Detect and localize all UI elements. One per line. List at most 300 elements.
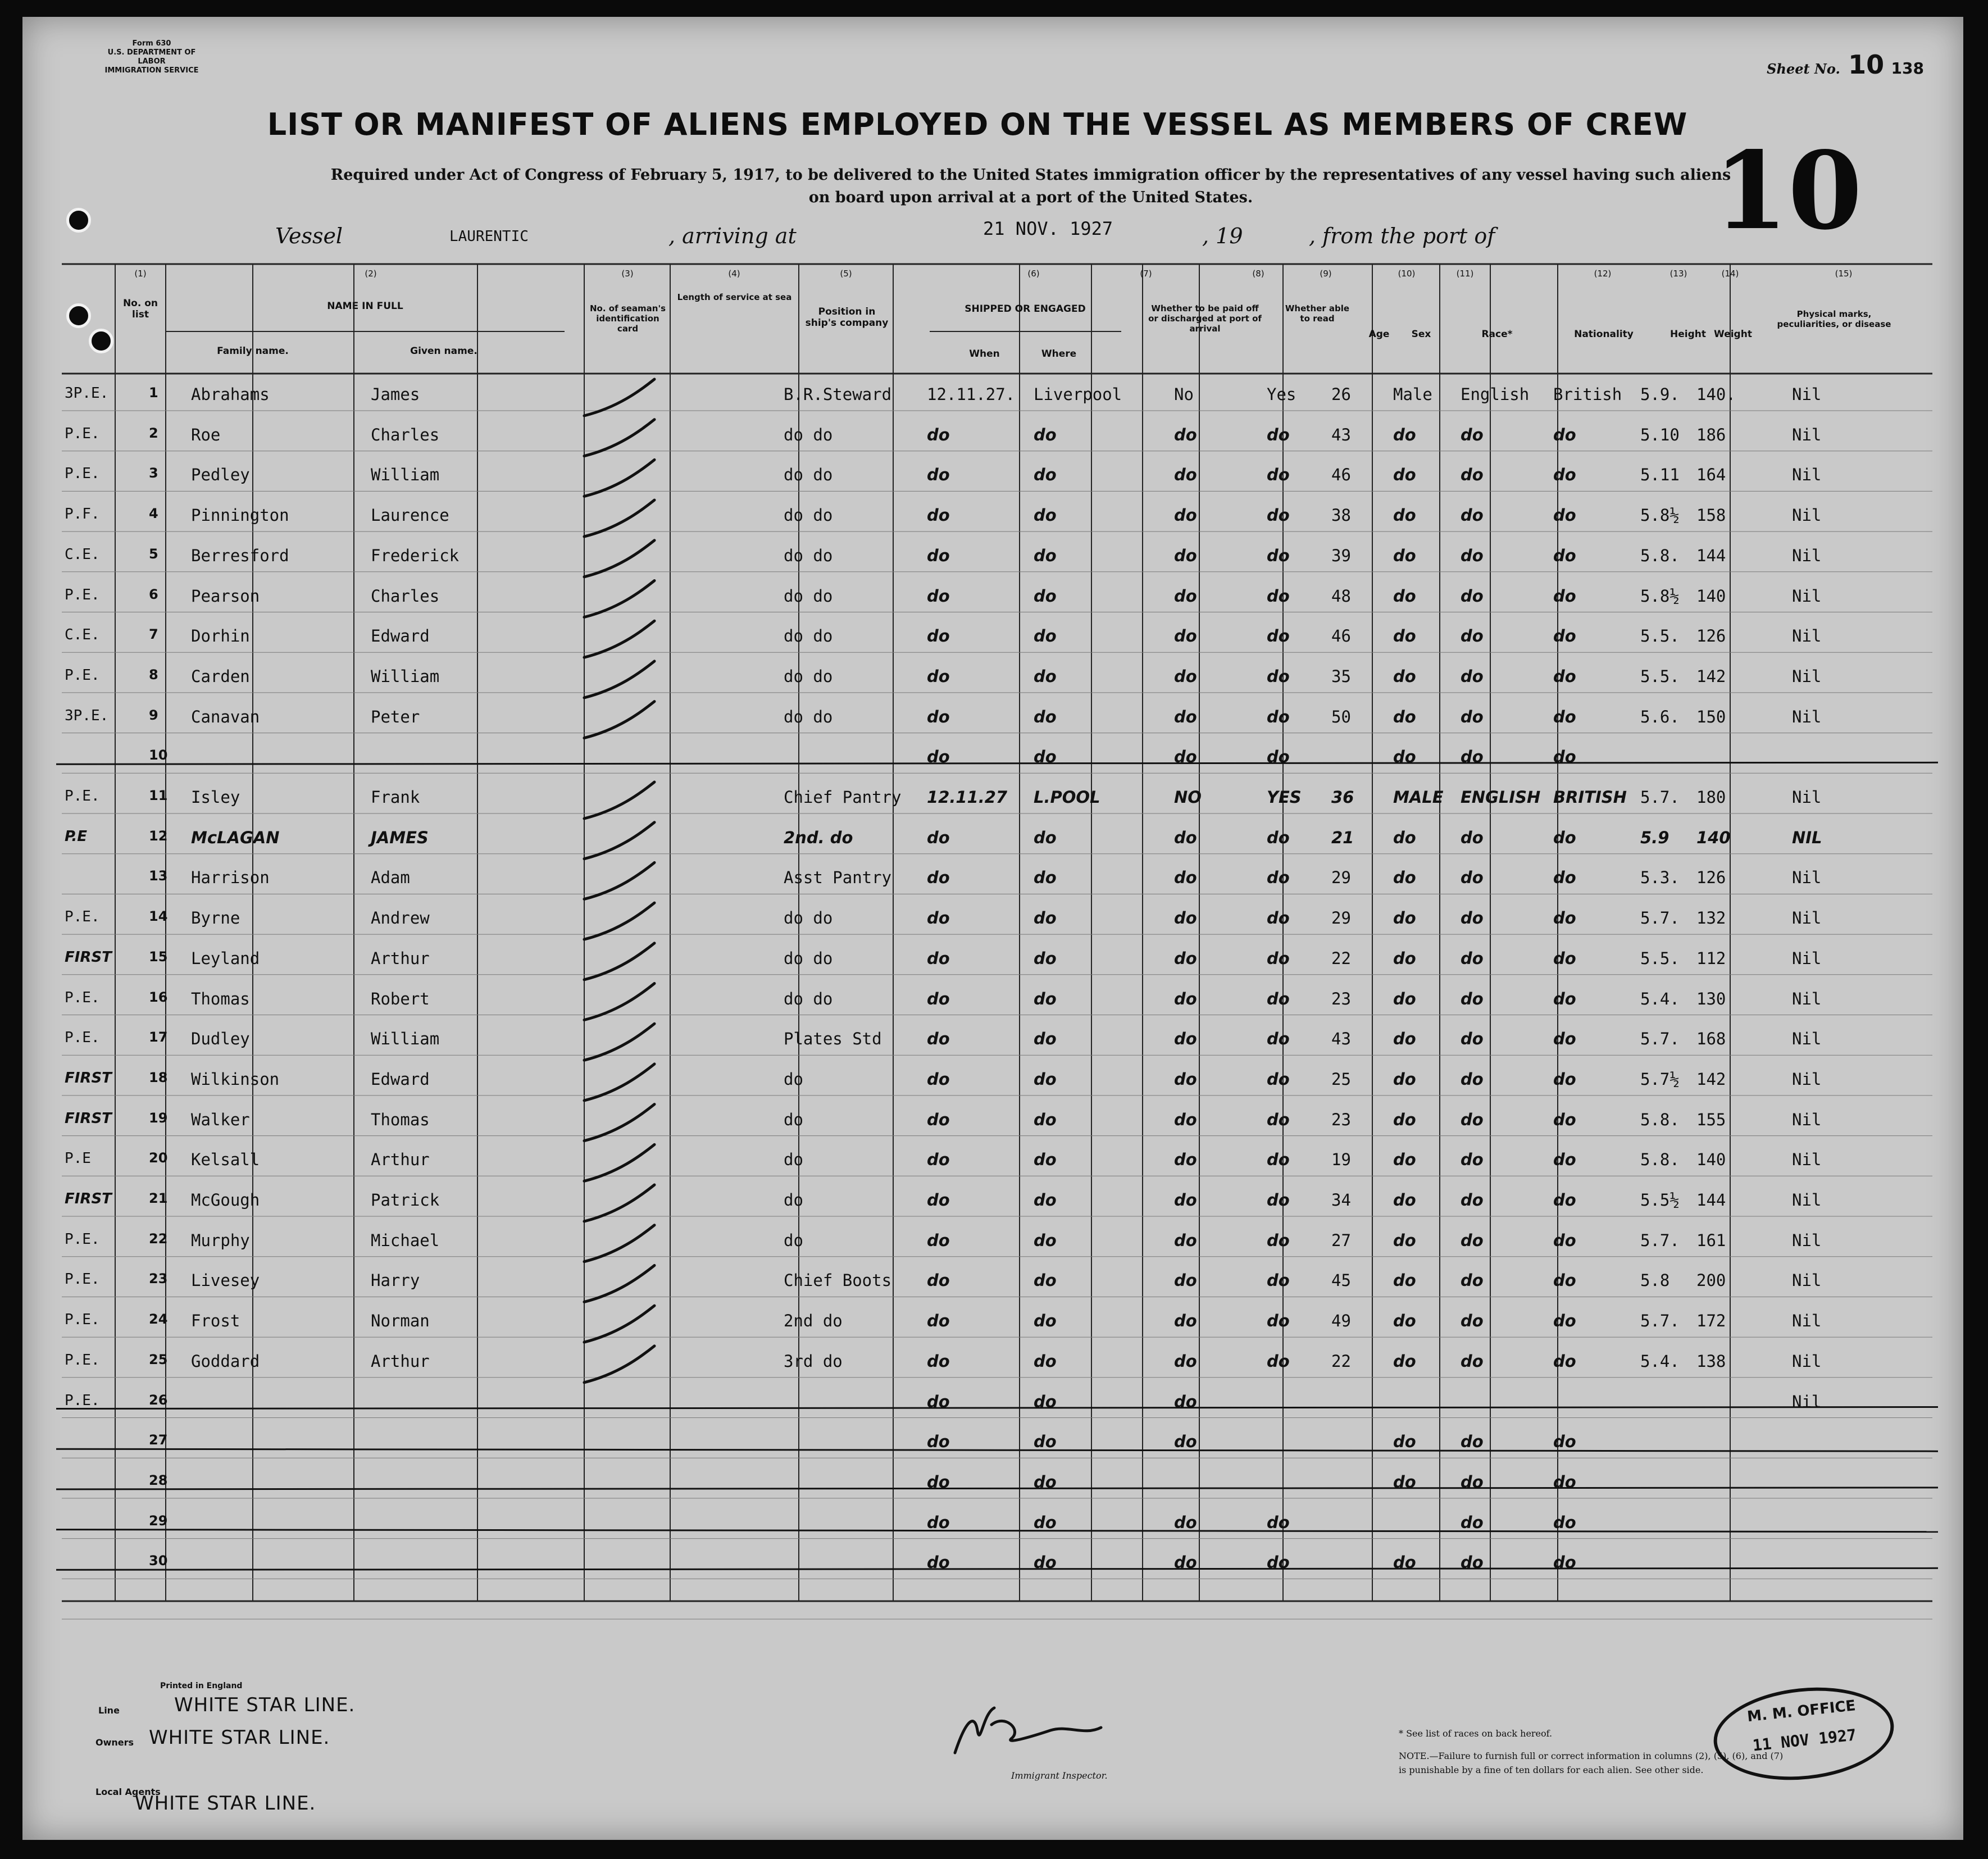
- row-sex: do: [1393, 868, 1416, 888]
- row-paid-off: do: [1174, 465, 1197, 485]
- row-given-name: Arthur: [371, 948, 430, 968]
- row-race: English: [1461, 385, 1530, 404]
- check-mark: [584, 862, 654, 899]
- row-number: 15: [149, 948, 168, 965]
- row-physical-marks: Nil: [1792, 1311, 1822, 1331]
- row-number: 6: [149, 586, 158, 602]
- row-shipped-where: do: [1034, 1351, 1057, 1371]
- row-paid-off: do: [1174, 707, 1197, 726]
- row-age: 23: [1331, 1110, 1351, 1129]
- row-race: ENGLISH: [1461, 788, 1541, 807]
- header-able-read: Whether able to read: [1285, 303, 1350, 324]
- row-position: do do: [784, 989, 833, 1008]
- row-age: 27: [1331, 1230, 1351, 1250]
- row-able-read: do: [1267, 989, 1290, 1008]
- check-mark: [584, 1024, 654, 1060]
- row-shipped-where: do: [1034, 989, 1057, 1008]
- row-able-read: do: [1267, 666, 1290, 686]
- row-race: do: [1461, 1190, 1484, 1210]
- row-sex: Male: [1393, 385, 1432, 404]
- row-shipped-when: do: [927, 1432, 950, 1452]
- grid-line: [56, 1449, 1938, 1451]
- row-number: 28: [149, 1472, 168, 1488]
- row-able-read: do: [1267, 1311, 1290, 1331]
- check-mark: [584, 1105, 654, 1141]
- row-able-read: do: [1267, 1351, 1290, 1371]
- row-shipped-where: do: [1034, 1029, 1057, 1049]
- check-mark: [584, 1346, 654, 1383]
- line-label: Line: [98, 1705, 120, 1716]
- header-paid-off: Whether to be paid off or discharged at port of arrival: [1148, 303, 1262, 334]
- row-given-name: Edward: [371, 626, 430, 646]
- row-family-name: Roe: [191, 425, 221, 444]
- column-number: (9): [1320, 269, 1332, 279]
- row-weight: 126: [1696, 626, 1726, 646]
- header-id-card: No. of seaman's identification card: [589, 303, 666, 334]
- check-mark: [584, 460, 654, 496]
- row-paid-off: do: [1174, 1311, 1197, 1331]
- row-physical-marks: Nil: [1792, 1110, 1822, 1129]
- row-paid-off: do: [1174, 1150, 1197, 1170]
- row-height: 5.7.: [1640, 1029, 1680, 1049]
- row-sex: do: [1393, 1029, 1416, 1049]
- row-family-name: Pedley: [191, 465, 250, 485]
- row-family-name: Isley: [191, 788, 240, 807]
- row-position: do: [784, 1069, 803, 1089]
- row-family-name: Wilkinson: [191, 1069, 280, 1089]
- header-no-on-list: No. on list: [122, 298, 158, 320]
- check-mark: [584, 822, 654, 859]
- row-mark: P.E.: [65, 1029, 100, 1047]
- row-given-name: Arthur: [371, 1150, 430, 1170]
- row-nationality: do: [1553, 1029, 1576, 1049]
- check-mark: [584, 379, 654, 416]
- row-family-name: Leyland: [191, 948, 260, 968]
- row-race: do: [1461, 908, 1484, 928]
- row-shipped-when: do: [927, 1230, 950, 1250]
- row-number: 29: [149, 1512, 168, 1529]
- row-shipped-when: do: [927, 1392, 950, 1411]
- row-sex: do: [1393, 425, 1416, 444]
- row-paid-off: do: [1174, 989, 1197, 1008]
- row-family-name: Kelsall: [191, 1150, 260, 1170]
- row-position: do do: [784, 626, 833, 646]
- row-position: do do: [784, 506, 833, 525]
- row-shipped-where: do: [1034, 1472, 1057, 1492]
- row-nationality: do: [1553, 586, 1576, 606]
- row-mark: P.E.: [65, 465, 100, 483]
- row-height: 5.3.: [1640, 868, 1680, 888]
- row-able-read: do: [1267, 626, 1290, 646]
- row-physical-marks: Nil: [1792, 908, 1822, 928]
- row-mark: P.E.: [65, 586, 100, 603]
- row-weight: 186: [1696, 425, 1726, 444]
- row-physical-marks: Nil: [1792, 1351, 1822, 1371]
- row-shipped-when: do: [927, 707, 950, 726]
- row-position: do: [784, 1230, 803, 1250]
- row-weight: 144: [1696, 546, 1726, 565]
- row-nationality: do: [1553, 506, 1576, 525]
- row-age: 21: [1331, 828, 1354, 847]
- row-number: 11: [149, 788, 168, 803]
- line-value: WHITE STAR LINE.: [174, 1694, 356, 1716]
- row-shipped-when: do: [927, 425, 950, 444]
- row-position: do: [784, 1150, 803, 1170]
- row-number: 2: [149, 425, 158, 441]
- row-shipped-when: do: [927, 1190, 950, 1210]
- grid-line: [56, 1407, 1938, 1409]
- table-grid: [22, 17, 1963, 1840]
- row-able-read: do: [1267, 586, 1290, 606]
- header-given-name: Given name.: [410, 346, 477, 357]
- row-race: do: [1461, 1150, 1484, 1170]
- row-physical-marks: Nil: [1792, 788, 1822, 807]
- row-paid-off: do: [1174, 1110, 1197, 1129]
- row-weight: 144: [1696, 1190, 1726, 1210]
- row-age: 38: [1331, 506, 1351, 525]
- row-position: do do: [784, 666, 833, 686]
- row-height: 5.11: [1640, 465, 1680, 485]
- row-able-read: do: [1267, 1029, 1290, 1049]
- row-race: do: [1461, 1472, 1484, 1492]
- row-mark: FIRST: [65, 948, 112, 966]
- row-mark: P.E.: [65, 1351, 100, 1369]
- row-race: do: [1461, 1351, 1484, 1371]
- row-paid-off: No: [1174, 385, 1194, 404]
- row-race: do: [1461, 666, 1484, 686]
- row-given-name: Edward: [371, 1069, 430, 1089]
- column-number: (5): [840, 269, 852, 279]
- row-nationality: do: [1553, 626, 1576, 646]
- row-weight: 140.: [1696, 385, 1736, 404]
- row-mark: P.E: [65, 1150, 91, 1167]
- row-given-name: Norman: [371, 1311, 430, 1331]
- row-paid-off: do: [1174, 1432, 1197, 1452]
- row-family-name: Dudley: [191, 1029, 250, 1049]
- column-number: (2): [365, 269, 377, 279]
- row-shipped-where: do: [1034, 707, 1057, 726]
- row-paid-off: do: [1174, 1029, 1197, 1049]
- header-sex: Sex: [1411, 329, 1431, 340]
- row-number: 23: [149, 1271, 168, 1287]
- row-able-read: do: [1267, 1230, 1290, 1250]
- row-nationality: do: [1553, 1150, 1576, 1170]
- row-position: Chief Pantry: [784, 788, 902, 807]
- row-number: 10: [149, 747, 168, 763]
- row-race: do: [1461, 1432, 1484, 1452]
- row-shipped-where: do: [1034, 626, 1057, 646]
- row-given-name: JAMES: [371, 828, 429, 847]
- row-paid-off: do: [1174, 546, 1197, 565]
- row-family-name: Walker: [191, 1110, 250, 1129]
- row-physical-marks: Nil: [1792, 425, 1822, 444]
- row-nationality: BRITISH: [1553, 788, 1627, 807]
- row-weight: 180: [1696, 788, 1726, 807]
- column-number: (7): [1140, 269, 1152, 279]
- row-given-name: Thomas: [371, 1110, 430, 1129]
- sheet-number-handwritten: 10: [1848, 49, 1885, 80]
- row-shipped-where: do: [1034, 948, 1057, 968]
- row-nationality: British: [1553, 385, 1622, 404]
- row-race: do: [1461, 747, 1484, 767]
- row-mark: P.E.: [65, 908, 100, 926]
- row-sex: do: [1393, 1271, 1416, 1290]
- row-height: 5.7.: [1640, 788, 1680, 807]
- row-age: 36: [1331, 788, 1354, 807]
- row-given-name: William: [371, 666, 440, 686]
- row-mark: P.E: [65, 828, 87, 845]
- row-shipped-when: do: [927, 1472, 950, 1492]
- row-paid-off: do: [1174, 626, 1197, 646]
- row-height: 5.5½: [1640, 1190, 1680, 1210]
- row-weight: 140: [1696, 828, 1731, 847]
- row-height: 5.4.: [1640, 989, 1680, 1008]
- row-race: do: [1461, 828, 1484, 847]
- row-position: do do: [784, 465, 833, 485]
- row-physical-marks: Nil: [1792, 465, 1822, 485]
- row-race: do: [1461, 1230, 1484, 1250]
- row-race: do: [1461, 868, 1484, 888]
- row-shipped-where: do: [1034, 1069, 1057, 1089]
- row-paid-off: do: [1174, 948, 1197, 968]
- row-shipped-where: do: [1034, 1432, 1057, 1452]
- subtitle-line-2: on board upon arrival at a port of the United States.: [808, 189, 1253, 206]
- row-nationality: do: [1553, 465, 1576, 485]
- row-weight: 126: [1696, 868, 1726, 888]
- row-height: 5.5.: [1640, 666, 1680, 686]
- row-able-read: do: [1267, 908, 1290, 928]
- row-number: 19: [149, 1110, 168, 1126]
- row-height: 5.5.: [1640, 626, 1680, 646]
- row-shipped-where: do: [1034, 1230, 1057, 1250]
- header-shipped: SHIPPED OR ENGAGED: [965, 303, 1086, 315]
- row-paid-off: do: [1174, 586, 1197, 606]
- row-family-name: Pearson: [191, 586, 260, 606]
- row-paid-off: do: [1174, 1230, 1197, 1250]
- row-race: do: [1461, 1271, 1484, 1290]
- row-mark: C.E.: [65, 546, 100, 563]
- row-paid-off: do: [1174, 868, 1197, 888]
- row-height: 5.10: [1640, 425, 1680, 444]
- row-race: do: [1461, 546, 1484, 565]
- printed-in-label: Printed in England: [160, 1681, 243, 1690]
- row-shipped-when: do: [927, 828, 950, 847]
- row-position: 2nd do: [784, 1311, 843, 1331]
- row-number: 22: [149, 1230, 168, 1247]
- row-sex: do: [1393, 1110, 1416, 1129]
- row-sex: do: [1393, 1069, 1416, 1089]
- row-nationality: do: [1553, 546, 1576, 565]
- row-sex: do: [1393, 948, 1416, 968]
- row-number: 18: [149, 1069, 168, 1085]
- row-sex: do: [1393, 1351, 1416, 1371]
- row-age: 43: [1331, 1029, 1351, 1049]
- row-physical-marks: Nil: [1792, 546, 1822, 565]
- row-nationality: do: [1553, 425, 1576, 444]
- row-nationality: do: [1553, 868, 1576, 888]
- row-weight: 140: [1696, 586, 1726, 606]
- check-mark: [584, 621, 654, 657]
- row-family-name: Dorhin: [191, 626, 250, 646]
- row-family-name: Harrison: [191, 868, 270, 888]
- row-mark: P.E.: [65, 425, 100, 442]
- check-mark: [584, 1185, 654, 1221]
- check-mark: [584, 581, 654, 617]
- row-family-name: Canavan: [191, 707, 260, 726]
- agents-value: WHITE STAR LINE.: [135, 1792, 316, 1815]
- row-able-read: do: [1267, 1271, 1290, 1290]
- row-race: do: [1461, 425, 1484, 444]
- row-number: 17: [149, 1029, 168, 1046]
- row-sex: do: [1393, 506, 1416, 525]
- row-height: 5.6.: [1640, 707, 1680, 726]
- row-able-read: Yes: [1267, 385, 1296, 404]
- column-number: (13): [1669, 269, 1687, 279]
- column-number: (4): [728, 269, 740, 279]
- row-sex: do: [1393, 1230, 1416, 1250]
- row-able-read: do: [1267, 828, 1290, 847]
- row-given-name: Charles: [371, 425, 440, 444]
- row-able-read: do: [1267, 747, 1290, 767]
- row-race: do: [1461, 989, 1484, 1008]
- row-mark: P.E.: [65, 1392, 100, 1409]
- row-able-read: do: [1267, 1190, 1290, 1210]
- row-number: 12: [149, 828, 168, 844]
- row-height: 5.8: [1640, 1271, 1670, 1290]
- row-position: 2nd. do: [784, 828, 853, 847]
- check-mark: [584, 702, 654, 738]
- owners-label: Owners: [95, 1737, 134, 1748]
- row-weight: 112: [1696, 948, 1726, 968]
- row-number: 21: [149, 1190, 168, 1206]
- row-paid-off: do: [1174, 1392, 1197, 1411]
- row-mark: P.E.: [65, 1311, 100, 1329]
- row-physical-marks: Nil: [1792, 868, 1822, 888]
- row-shipped-when: do: [927, 1351, 950, 1371]
- stamp-title: M. M. OFFICE: [1746, 1697, 1857, 1726]
- row-paid-off: do: [1174, 506, 1197, 525]
- row-physical-marks: Nil: [1792, 1150, 1822, 1170]
- row-race: do: [1461, 707, 1484, 726]
- row-position: Plates Std: [784, 1029, 882, 1049]
- row-physical-marks: Nil: [1792, 1271, 1822, 1290]
- row-able-read: do: [1267, 868, 1290, 888]
- stamp-date: 11 NOV 1927: [1752, 1725, 1858, 1755]
- row-shipped-when: do: [927, 586, 950, 606]
- form-number: Form 630: [132, 39, 171, 48]
- row-given-name: William: [371, 1029, 440, 1049]
- row-paid-off: do: [1174, 425, 1197, 444]
- row-age: 39: [1331, 546, 1351, 565]
- races-note: * See list of races on back hereof.: [1399, 1728, 1553, 1739]
- subtitle-line-1: Required under Act of Congress of February 5, 1917, to be delivered to the United States immigration officer by the representatives of any vessel having such aliens: [330, 166, 1731, 184]
- row-age: 46: [1331, 465, 1351, 485]
- row-shipped-where: do: [1034, 1150, 1057, 1170]
- row-position: do do: [784, 586, 833, 606]
- row-physical-marks: Nil: [1792, 666, 1822, 686]
- row-shipped-where: do: [1034, 1190, 1057, 1210]
- row-sex: do: [1393, 1150, 1416, 1170]
- row-shipped-where: do: [1034, 425, 1057, 444]
- row-shipped-when: do: [927, 1271, 950, 1290]
- arrival-date-stamp: 21 NOV. 1927: [983, 218, 1113, 239]
- row-family-name: Byrne: [191, 908, 240, 928]
- row-race: do: [1461, 1029, 1484, 1049]
- row-shipped-where: do: [1034, 586, 1057, 606]
- row-age: 35: [1331, 666, 1351, 686]
- row-able-read: do: [1267, 465, 1290, 485]
- row-age: 46: [1331, 626, 1351, 646]
- row-race: do: [1461, 1110, 1484, 1129]
- grid-line: [56, 1488, 1938, 1489]
- row-given-name: Charles: [371, 586, 440, 606]
- row-nationality: do: [1553, 1110, 1576, 1129]
- row-position: do do: [784, 546, 833, 565]
- row-shipped-where: do: [1034, 868, 1057, 888]
- row-weight: 168: [1696, 1029, 1726, 1049]
- row-height: 5.8.: [1640, 1110, 1680, 1129]
- header-physical: Physical marks, peculiarities, or disease: [1777, 309, 1891, 329]
- row-nationality: do: [1553, 1271, 1576, 1290]
- agents-label: Local Agents: [95, 1787, 161, 1797]
- row-given-name: Patrick: [371, 1190, 440, 1210]
- row-shipped-when: do: [927, 1150, 950, 1170]
- column-number: (12): [1594, 269, 1612, 279]
- row-shipped-when: do: [927, 1512, 950, 1532]
- row-height: 5.5.: [1640, 948, 1680, 968]
- row-family-name: Thomas: [191, 989, 250, 1008]
- row-number: 20: [149, 1150, 168, 1166]
- header-weight: Weight: [1714, 329, 1752, 340]
- year-label: , 19: [1202, 224, 1243, 248]
- row-weight: 155: [1696, 1110, 1726, 1129]
- row-sex: do: [1393, 546, 1416, 565]
- row-position: do: [784, 1110, 803, 1129]
- row-paid-off: do: [1174, 828, 1197, 847]
- row-mark: P.E.: [65, 788, 100, 804]
- row-mark: FIRST: [65, 1110, 112, 1127]
- row-age: 29: [1331, 868, 1351, 888]
- row-given-name: James: [371, 385, 420, 404]
- row-sex: do: [1393, 666, 1416, 686]
- row-number: 24: [149, 1311, 168, 1328]
- row-mark: P.F.: [65, 506, 100, 523]
- row-shipped-where: do: [1034, 506, 1057, 525]
- row-physical-marks: Nil: [1792, 626, 1822, 646]
- vessel-name: LAURENTIC: [449, 228, 529, 245]
- row-nationality: do: [1553, 1230, 1576, 1250]
- row-physical-marks: Nil: [1792, 1069, 1822, 1089]
- row-able-read: do: [1267, 1150, 1290, 1170]
- check-mark: [584, 984, 654, 1020]
- row-number: 14: [149, 908, 168, 925]
- row-weight: 140: [1696, 1150, 1726, 1170]
- row-height: 5.7½: [1640, 1069, 1680, 1089]
- header-family-name: Family name.: [217, 346, 289, 357]
- row-able-read: do: [1267, 1069, 1290, 1089]
- row-family-name: Pinnington: [191, 506, 289, 525]
- arriving-label: , arriving at: [668, 224, 797, 248]
- header-name-in-full: NAME IN FULL: [327, 301, 403, 312]
- failure-note-1: NOTE.—Failure to furnish full or correct information in columns (2), (5), (6), and (7): [1399, 1751, 1784, 1761]
- row-physical-marks: Nil: [1792, 1230, 1822, 1250]
- sheet-number-printed: 138: [1891, 59, 1924, 78]
- row-race: do: [1461, 465, 1484, 485]
- row-shipped-when: do: [927, 1553, 950, 1572]
- page-title: LIST OR MANIFEST OF ALIENS EMPLOYED ON THE VESSEL AS MEMBERS OF CREW: [267, 107, 1688, 142]
- row-nationality: do: [1553, 989, 1576, 1008]
- row-nationality: do: [1553, 1190, 1576, 1210]
